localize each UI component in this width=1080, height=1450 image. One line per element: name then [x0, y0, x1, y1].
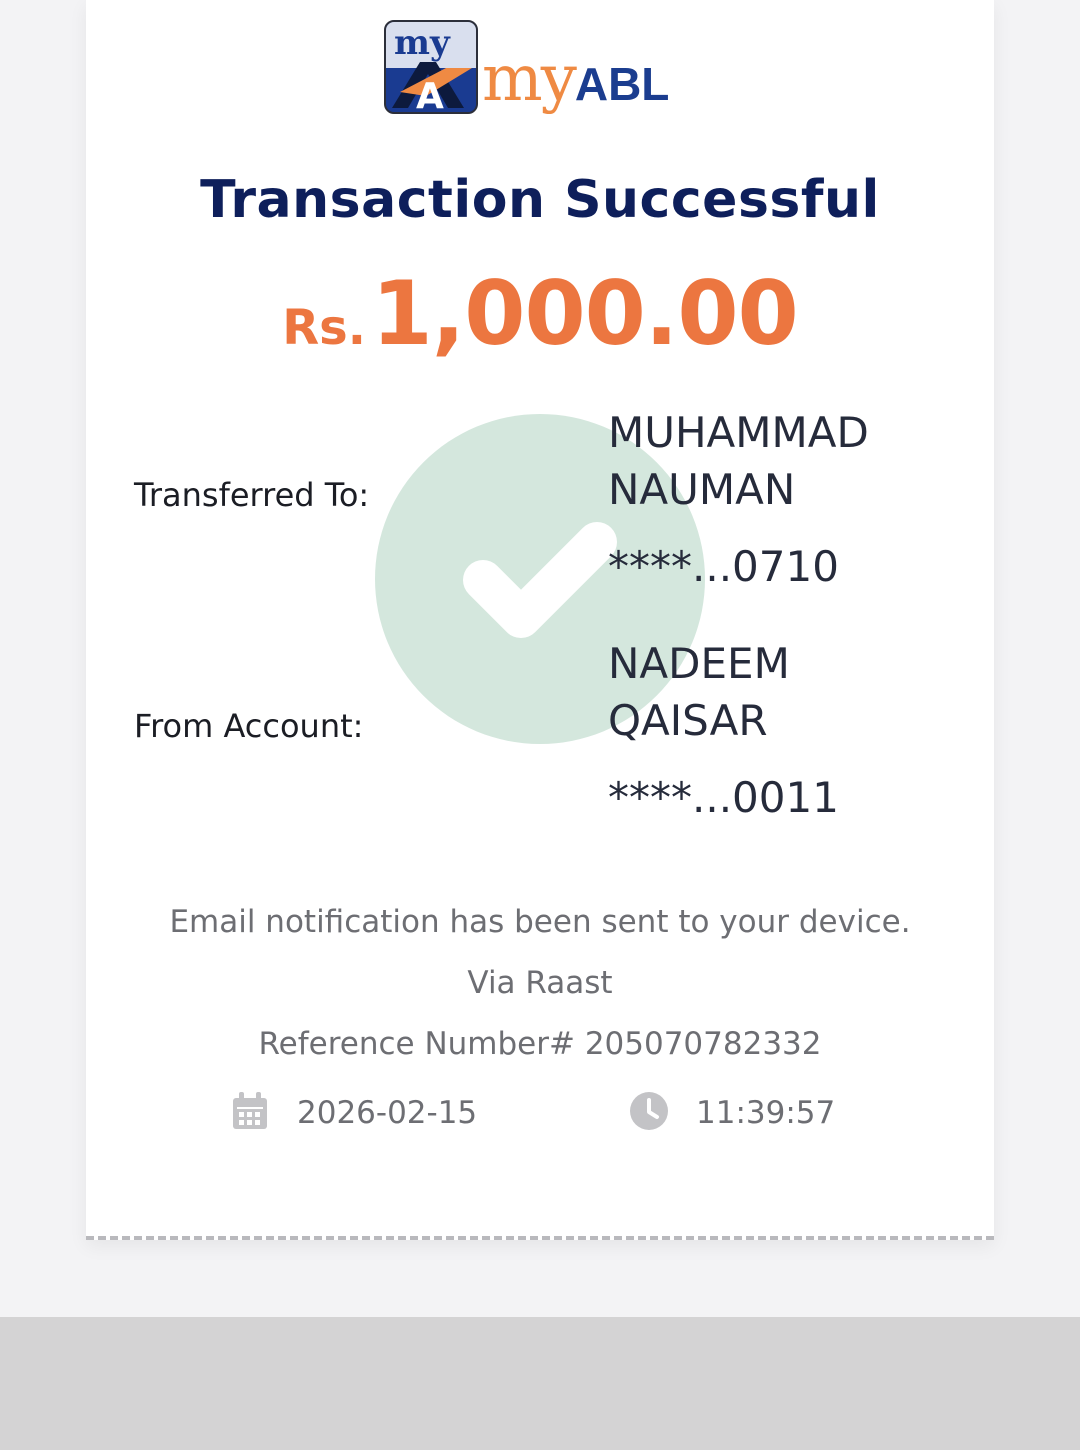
- transferred-to-name-line1: MUHAMMAD: [608, 408, 869, 457]
- logo-badge-text: my: [394, 23, 450, 63]
- logo-word-abl: ABL: [574, 58, 670, 110]
- transaction-time: 11:39:57: [696, 1095, 836, 1131]
- from-account-name: [608, 635, 968, 749]
- email-notification-text: Email notification has been sent to your device.: [169, 904, 911, 940]
- receipt-card: [86, 0, 994, 1240]
- transferred-to-label: Transferred To:: [134, 476, 370, 514]
- from-account-label: From Account:: [134, 707, 364, 745]
- amount-value: 1,000.00: [371, 262, 798, 365]
- transaction-amount: [86, 262, 994, 365]
- logo-badge-letter: A: [416, 76, 444, 116]
- transferred-to-name-line2: NAUMAN: [608, 465, 796, 514]
- transaction-date: 2026-02-15: [297, 1095, 478, 1131]
- transferred-to-name: [608, 404, 968, 518]
- clock-icon: [630, 1092, 668, 1134]
- myabl-logo: [384, 20, 714, 130]
- from-account-name-line2: QAISAR: [608, 696, 768, 745]
- from-account-number: ****...0011: [608, 773, 839, 822]
- myabl-logo-wordmark: [482, 42, 669, 132]
- bottom-area: [0, 1317, 1080, 1450]
- from-account-name-line1: NADEEM: [608, 639, 790, 688]
- logo-word-my: my: [482, 42, 575, 116]
- transaction-status-title: Transaction Successful: [200, 170, 880, 230]
- amount-currency: Rs.: [282, 300, 366, 356]
- transferred-to-account: ****...0710: [608, 542, 839, 591]
- transfer-channel-text: Via Raast: [467, 965, 613, 1001]
- calendar-icon: [232, 1092, 268, 1134]
- myabl-logo-badge: [384, 20, 478, 114]
- reference-number-text: Reference Number# 205070782332: [258, 1026, 822, 1062]
